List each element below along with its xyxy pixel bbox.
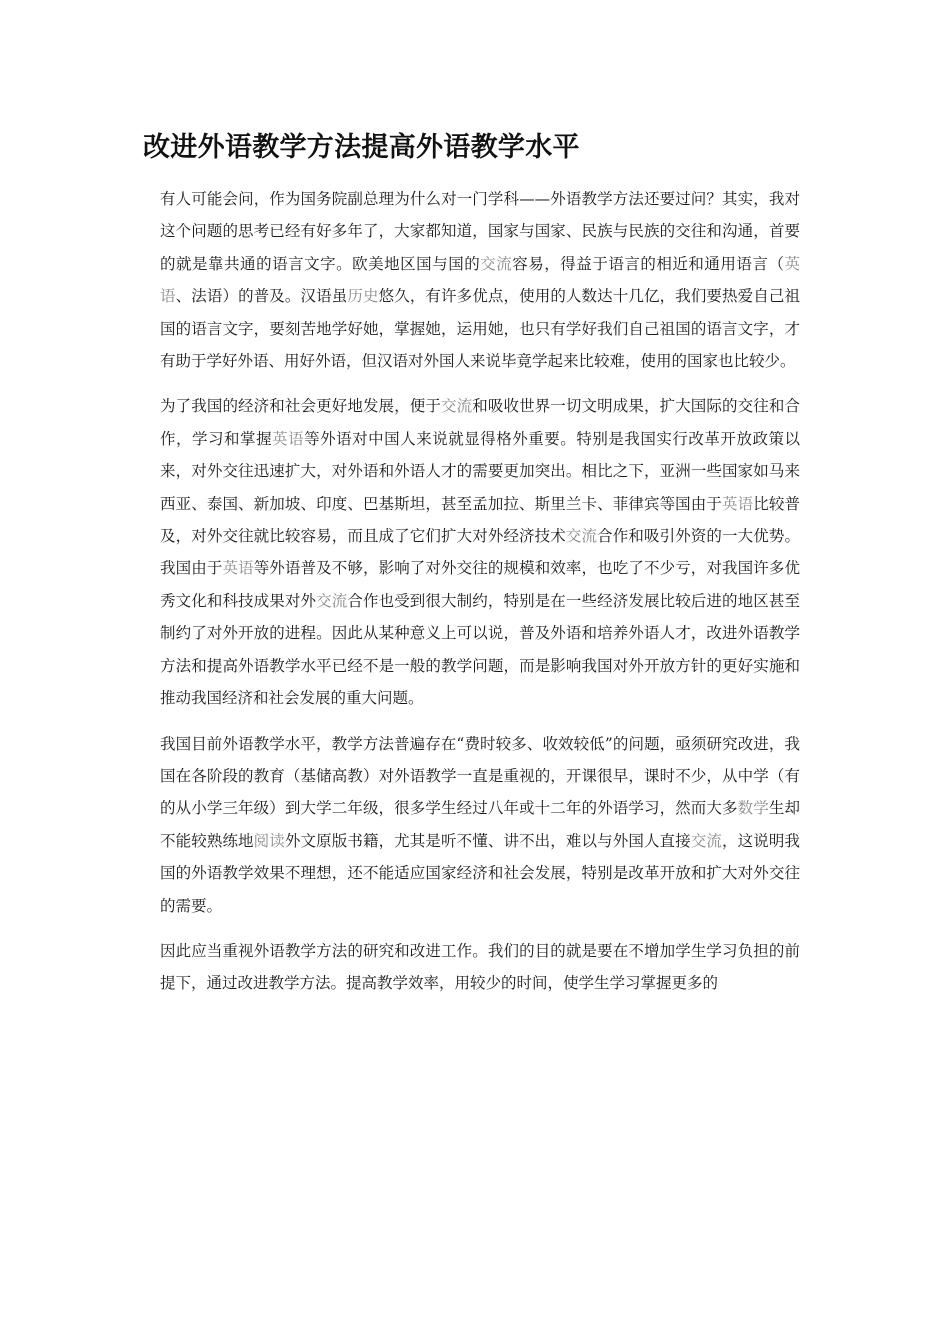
paragraph-text: 生却不能较熟练地 <box>160 799 800 850</box>
paragraph-text: 有人可能会问，作为国务院副总理为什么对一门学科——外语教学方法还要过问？其实，我对这个问题的思考已经有好多年了，大家都知道，国家与国家、民族与民族的交往和沟通，首要的就是靠共通的语言文字。欧美地区国与国的 <box>160 190 800 273</box>
inline-link[interactable]: 阅读 <box>253 831 285 850</box>
inline-link[interactable]: 英语 <box>160 254 800 306</box>
inline-link[interactable]: 交流 <box>565 527 598 546</box>
paragraph-text: 等外语普及不够，影响了对外交往的规模和效率，也吃了不少亏，对我国许多优秀文化和科技成果对外 <box>160 559 800 610</box>
body-paragraph <box>160 390 800 714</box>
paragraph-text: 外文原版书籍，尤其是听不懂、讲不出，难以与外国人直接 <box>284 831 691 850</box>
paragraph-text: 因此应当重视外语教学方法的研究和改进工作。我们的目的就是要在不增加学生学习负担的前提下，通过改进教学方法。提高教学效率，用较少的时间，使学生学习掌握更多的 <box>160 941 800 993</box>
paragraph-text: 、法语）的普及。汉语虽 <box>175 287 348 306</box>
body-paragraph <box>160 935 800 1000</box>
paragraph-text: 合作也受到很大制约，特别是在一些经济发展比较后进的地区甚至制约了对外开放的进程。因此从某种意义上可以说，普及外语和培养外语人才，改进外语教学方法和提高外语教学水平已经不是一般的教学问题，而是影响我国对外开放方针的更好实施和推动我国经济和社会发展的重大问题。 <box>160 591 800 708</box>
paragraph-text: 为了我国的经济和社会更好地发展，便于 <box>160 397 442 416</box>
paragraph-text: 等外语对中国人来说就显得格外重要。特别是我国实行改革开放政策以来，对外交往迅速扩大，对外语和外语人才的需要更加突出。相比之下，亚洲一些国家如马来西亚、泰国、新加坡、印度、巴基斯坦，甚至孟加拉、斯里兰卡、菲律宾等国由于 <box>160 429 800 513</box>
paragraph-text: 容易，得益于语言的相近和通用语言（ <box>512 254 785 273</box>
paragraph-text: 悠久，有许多优点，使用的人数达十几亿，我们要热爱自己祖国的语言文字，要刻苦地学好她，掌握她，运用她，也只有学好我们自己祖国的语言文字，才有助于学好外语、用好外语，但汉语对外国人来说毕竟学起来比较难，使用的国家也比较少。 <box>160 287 800 371</box>
document-body <box>160 183 800 1013</box>
inline-link[interactable]: 交流 <box>441 397 473 416</box>
paragraph-text: 和吸收世界一切文明成果，扩大国际的交往和合作，学习和掌握 <box>160 397 800 448</box>
inline-link[interactable]: 交流 <box>690 831 723 850</box>
inline-link[interactable]: 英语 <box>222 559 254 578</box>
inline-link[interactable]: 英语 <box>722 494 754 513</box>
inline-link[interactable]: 数学 <box>737 799 769 818</box>
body-paragraph <box>160 728 800 922</box>
inline-link[interactable]: 交流 <box>480 254 513 273</box>
paragraph-text: 比较普及，对外交往就比较容易，而且成了它们扩大对外经济技术 <box>160 494 800 546</box>
paragraph-text: ，这说明我国的外语教学效果不理想，还不能适应国家经济和社会发展，特别是改革开放和扩大对外交往的需要。 <box>160 831 800 915</box>
document-title: 改进外语教学方法提高外语教学水平 <box>143 132 580 163</box>
inline-link[interactable]: 交流 <box>316 591 348 610</box>
paragraph-text: 我国目前外语教学水平，教学方法普遍存在“费时较多、收效较低”的问题，亟须研究改进，我国在各阶段的教育（基储高教）对外语教学一直是重视的，开课很早，课时不少，从中学（有的从小学三年级）到大学二年级，很多学生经过八年或十二年的外语学习，然而大多 <box>160 734 800 818</box>
body-paragraph <box>160 183 800 377</box>
inline-link[interactable]: 英语 <box>272 429 305 448</box>
paragraph-text: 合作和吸引外资的一大优势。我国由于 <box>160 527 800 578</box>
inline-link[interactable]: 历史 <box>347 287 379 306</box>
